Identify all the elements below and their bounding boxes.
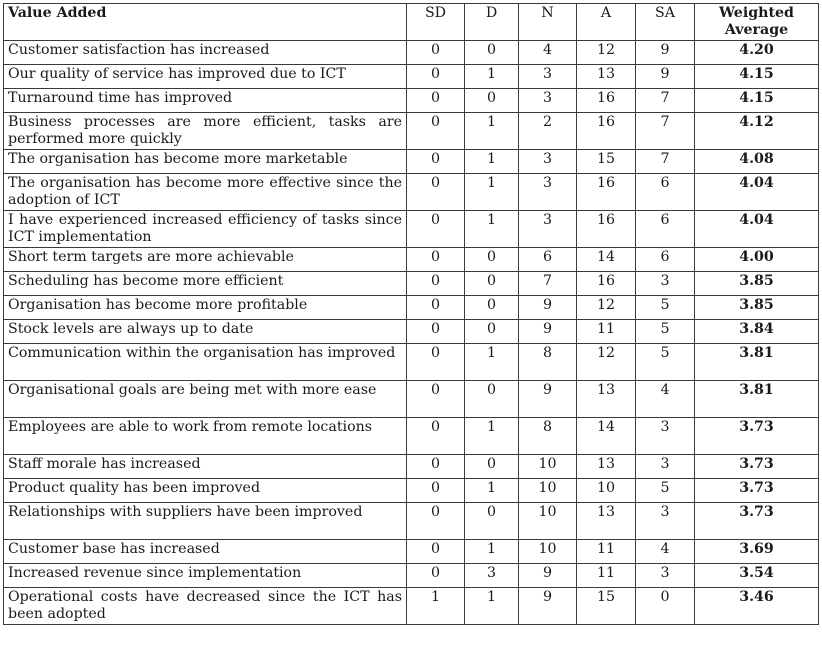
- row-statement: Staff morale has increased: [4, 455, 407, 479]
- row-sa-count: 6: [636, 211, 695, 248]
- row-a-count: 13: [577, 503, 636, 540]
- row-sd-count: 0: [407, 89, 465, 113]
- row-n-count: 8: [519, 418, 577, 455]
- row-d-count: 1: [465, 65, 519, 89]
- row-sa-count: 4: [636, 540, 695, 564]
- table-row: [4, 89, 819, 113]
- row-a-count: 12: [577, 41, 636, 65]
- row-statement: Organisational goals are being met with more ease: [4, 381, 407, 418]
- row-a-count: 14: [577, 248, 636, 272]
- row-statement: Relationships with suppliers have been improved: [4, 503, 407, 540]
- table-row: [4, 248, 819, 272]
- row-n-count: 9: [519, 381, 577, 418]
- row-d-count: 0: [465, 272, 519, 296]
- row-weighted-average: 3.73: [695, 503, 819, 540]
- table-row: [4, 320, 819, 344]
- row-d-count: 1: [465, 344, 519, 381]
- header-value-added: Value Added: [4, 4, 407, 41]
- row-a-count: 13: [577, 65, 636, 89]
- row-d-count: 0: [465, 89, 519, 113]
- row-sd-count: 0: [407, 174, 465, 211]
- row-sa-count: 3: [636, 418, 695, 455]
- row-sa-count: 7: [636, 150, 695, 174]
- table-row: [4, 150, 819, 174]
- row-sa-count: 3: [636, 564, 695, 588]
- row-sd-count: 0: [407, 381, 465, 418]
- row-d-count: 1: [465, 174, 519, 211]
- table-row: [4, 588, 819, 625]
- row-statement: Turnaround time has improved: [4, 89, 407, 113]
- row-statement: Employees are able to work from remote locations: [4, 418, 407, 455]
- row-d-count: 0: [465, 41, 519, 65]
- row-a-count: 14: [577, 418, 636, 455]
- row-weighted-average: 3.73: [695, 479, 819, 503]
- row-sa-count: 9: [636, 41, 695, 65]
- table-row: [4, 211, 819, 248]
- row-weighted-average: 3.85: [695, 296, 819, 320]
- row-statement: Scheduling has become more efficient: [4, 272, 407, 296]
- row-sd-count: 0: [407, 272, 465, 296]
- row-sa-count: 3: [636, 455, 695, 479]
- row-d-count: 3: [465, 564, 519, 588]
- row-weighted-average: 3.54: [695, 564, 819, 588]
- table-row: [4, 381, 819, 418]
- table-row: [4, 455, 819, 479]
- header-weighted-line2: Average: [724, 22, 789, 38]
- row-n-count: 3: [519, 89, 577, 113]
- row-n-count: 3: [519, 150, 577, 174]
- row-sa-count: 5: [636, 320, 695, 344]
- row-a-count: 12: [577, 344, 636, 381]
- row-statement: Short term targets are more achievable: [4, 248, 407, 272]
- row-sd-count: 0: [407, 65, 465, 89]
- document-page: [3, 3, 819, 625]
- row-sd-count: 0: [407, 113, 465, 150]
- row-n-count: 9: [519, 564, 577, 588]
- row-sd-count: 0: [407, 41, 465, 65]
- row-n-count: 4: [519, 41, 577, 65]
- row-sd-count: 0: [407, 418, 465, 455]
- row-sa-count: 6: [636, 248, 695, 272]
- header-d: D: [465, 4, 519, 41]
- table-row: [4, 65, 819, 89]
- row-sa-count: 3: [636, 272, 695, 296]
- table-row: [4, 344, 819, 381]
- row-sd-count: 1: [407, 588, 465, 625]
- row-n-count: 10: [519, 540, 577, 564]
- row-sa-count: 7: [636, 89, 695, 113]
- row-d-count: 1: [465, 150, 519, 174]
- table-row: [4, 272, 819, 296]
- row-a-count: 16: [577, 211, 636, 248]
- table-row: [4, 41, 819, 65]
- row-statement: Our quality of service has improved due to ICT: [4, 65, 407, 89]
- row-a-count: 15: [577, 150, 636, 174]
- row-statement: Operational costs have decreased since the ICT has been adopted: [4, 588, 407, 625]
- row-n-count: 2: [519, 113, 577, 150]
- row-statement: Customer satisfaction has increased: [4, 41, 407, 65]
- row-weighted-average: 3.73: [695, 418, 819, 455]
- row-weighted-average: 3.81: [695, 381, 819, 418]
- row-d-count: 1: [465, 211, 519, 248]
- row-statement: Increased revenue since implementation: [4, 564, 407, 588]
- header-sd: SD: [407, 4, 465, 41]
- row-a-count: 11: [577, 320, 636, 344]
- row-weighted-average: 4.04: [695, 211, 819, 248]
- row-sa-count: 5: [636, 296, 695, 320]
- row-n-count: 3: [519, 211, 577, 248]
- row-n-count: 3: [519, 174, 577, 211]
- row-sd-count: 0: [407, 479, 465, 503]
- row-a-count: 16: [577, 113, 636, 150]
- header-a: A: [577, 4, 636, 41]
- row-sd-count: 0: [407, 564, 465, 588]
- row-weighted-average: 4.00: [695, 248, 819, 272]
- row-a-count: 16: [577, 174, 636, 211]
- row-a-count: 12: [577, 296, 636, 320]
- row-sd-count: 0: [407, 320, 465, 344]
- row-statement: Customer base has increased: [4, 540, 407, 564]
- row-sd-count: 0: [407, 344, 465, 381]
- row-d-count: 1: [465, 113, 519, 150]
- table-row: [4, 479, 819, 503]
- row-a-count: 11: [577, 564, 636, 588]
- row-sd-count: 0: [407, 211, 465, 248]
- header-sa: SA: [636, 4, 695, 41]
- row-d-count: 0: [465, 503, 519, 540]
- row-n-count: 10: [519, 479, 577, 503]
- row-n-count: 9: [519, 296, 577, 320]
- header-n: N: [519, 4, 577, 41]
- row-statement: Stock levels are always up to date: [4, 320, 407, 344]
- table-row: [4, 503, 819, 540]
- row-a-count: 16: [577, 272, 636, 296]
- row-a-count: 16: [577, 89, 636, 113]
- row-statement: Product quality has been improved: [4, 479, 407, 503]
- row-statement: The organisation has become more marketable: [4, 150, 407, 174]
- row-d-count: 1: [465, 418, 519, 455]
- row-a-count: 13: [577, 381, 636, 418]
- row-weighted-average: 3.73: [695, 455, 819, 479]
- header-weighted-line1: Weighted: [719, 5, 794, 21]
- table-row: [4, 540, 819, 564]
- row-n-count: 9: [519, 320, 577, 344]
- row-sa-count: 9: [636, 65, 695, 89]
- row-weighted-average: 4.12: [695, 113, 819, 150]
- row-n-count: 10: [519, 503, 577, 540]
- row-d-count: 1: [465, 588, 519, 625]
- table-header-row: [4, 4, 819, 41]
- value-added-table: [3, 3, 819, 625]
- row-n-count: 7: [519, 272, 577, 296]
- row-sd-count: 0: [407, 540, 465, 564]
- row-weighted-average: 3.85: [695, 272, 819, 296]
- row-weighted-average: 4.20: [695, 41, 819, 65]
- row-d-count: 0: [465, 248, 519, 272]
- row-d-count: 1: [465, 540, 519, 564]
- row-n-count: 10: [519, 455, 577, 479]
- row-d-count: 0: [465, 455, 519, 479]
- row-n-count: 9: [519, 588, 577, 625]
- row-weighted-average: 4.08: [695, 150, 819, 174]
- row-weighted-average: 4.04: [695, 174, 819, 211]
- row-n-count: 6: [519, 248, 577, 272]
- row-sa-count: 5: [636, 479, 695, 503]
- row-sd-count: 0: [407, 503, 465, 540]
- row-sd-count: 0: [407, 455, 465, 479]
- row-a-count: 15: [577, 588, 636, 625]
- row-n-count: 8: [519, 344, 577, 381]
- row-d-count: 0: [465, 381, 519, 418]
- row-weighted-average: 3.81: [695, 344, 819, 381]
- row-statement: Business processes are more efficient, tasks are performed more quickly: [4, 113, 407, 150]
- row-statement: The organisation has become more effective since the adoption of ICT: [4, 174, 407, 211]
- row-sa-count: 5: [636, 344, 695, 381]
- row-sd-count: 0: [407, 248, 465, 272]
- row-statement: I have experienced increased efficiency of tasks since ICT implementation: [4, 211, 407, 248]
- row-weighted-average: 4.15: [695, 65, 819, 89]
- header-weighted-average: [695, 4, 819, 41]
- row-weighted-average: 4.15: [695, 89, 819, 113]
- table-body: [4, 41, 819, 625]
- row-weighted-average: 3.46: [695, 588, 819, 625]
- row-statement: Organisation has become more profitable: [4, 296, 407, 320]
- row-a-count: 10: [577, 479, 636, 503]
- row-weighted-average: 3.69: [695, 540, 819, 564]
- row-sa-count: 0: [636, 588, 695, 625]
- row-d-count: 0: [465, 320, 519, 344]
- row-sa-count: 7: [636, 113, 695, 150]
- row-a-count: 11: [577, 540, 636, 564]
- row-d-count: 1: [465, 479, 519, 503]
- row-sd-count: 0: [407, 150, 465, 174]
- row-d-count: 0: [465, 296, 519, 320]
- row-weighted-average: 3.84: [695, 320, 819, 344]
- row-statement: Communication within the organisation has improved: [4, 344, 407, 381]
- table-row: [4, 418, 819, 455]
- row-n-count: 3: [519, 65, 577, 89]
- table-row: [4, 296, 819, 320]
- table-row: [4, 564, 819, 588]
- row-sa-count: 4: [636, 381, 695, 418]
- row-sa-count: 6: [636, 174, 695, 211]
- row-a-count: 13: [577, 455, 636, 479]
- table-row: [4, 113, 819, 150]
- table-row: [4, 174, 819, 211]
- row-sd-count: 0: [407, 296, 465, 320]
- row-sa-count: 3: [636, 503, 695, 540]
